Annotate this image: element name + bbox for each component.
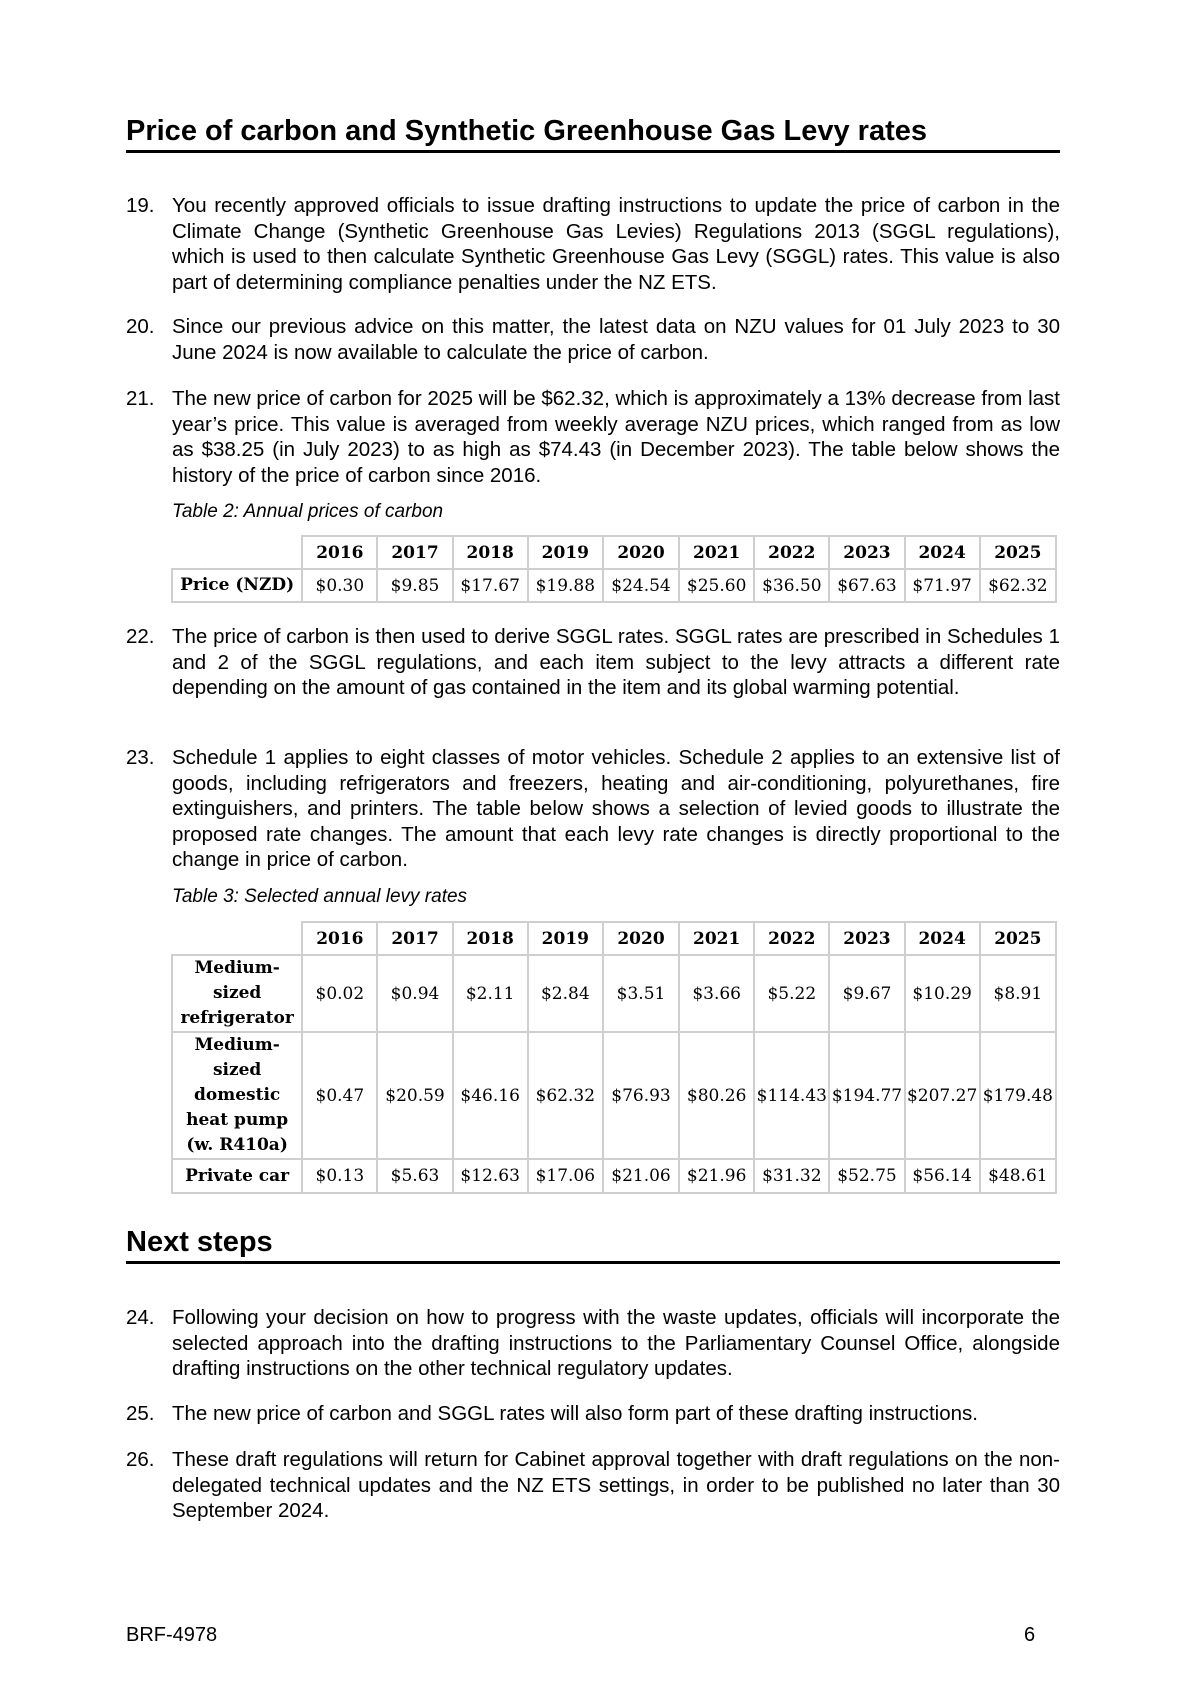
table-corner-cell (172, 922, 302, 955)
paragraph-text: The new price of carbon for 2025 will be $62.32, which is approximately a 13% decrease from last year’s price. This value is averaged from weekly average NZU prices, which ranged from as low as $38.25 (in July 2023) to as high as $74.43 (in December 2023). The table below shows the history of the price of carbon since 2016. (172, 387, 1060, 487)
paragraph-20 (126, 314, 1060, 365)
table-cell: $71.97 (905, 569, 980, 602)
table-cell: $52.75 (829, 1159, 904, 1193)
year-header: 2020 (603, 536, 679, 569)
year-header: 2023 (829, 922, 904, 955)
table-annual-prices-of-carbon (171, 535, 1057, 603)
year-header: 2020 (603, 922, 679, 955)
paragraph-23 (126, 745, 1060, 873)
paragraph-number: 25. (126, 1402, 155, 1425)
table-cell: $8.91 (980, 955, 1056, 1032)
year-header: 2021 (679, 922, 754, 955)
paragraph-number: 26. (126, 1448, 155, 1471)
paragraph-text: Following your decision on how to progress with the waste updates, officials will incorporate the selected approach into the drafting instructions to the Parliamentary Counsel Office, alongside drafting instructions on the other technical regulatory updates. (172, 1306, 1060, 1380)
table-cell: $0.02 (302, 955, 377, 1032)
year-header: 2019 (528, 922, 603, 955)
table-cell: $3.66 (679, 955, 754, 1032)
table-selected-annual-levy-rates (171, 921, 1057, 1194)
paragraph-number: 23. (126, 746, 155, 769)
section-heading-price-of-carbon: Price of carbon and Synthetic Greenhouse Gas Levy rates (126, 114, 1060, 153)
row-label: Medium-sized refrigerator (172, 955, 302, 1032)
year-header: 2024 (905, 922, 980, 955)
paragraph-text: Since our previous advice on this matter, the latest data on NZU values for 01 July 2023 to 30 June 2024 is now available to calculate the price of carbon. (172, 315, 1060, 364)
table-cell: $10.29 (905, 955, 980, 1032)
table-row (172, 1032, 1056, 1159)
table-row (172, 569, 1056, 602)
year-header: 2018 (453, 922, 528, 955)
year-header: 2017 (377, 922, 452, 955)
table-cell: $17.06 (528, 1159, 603, 1193)
table-cell: $21.96 (679, 1159, 754, 1193)
paragraph-21 (126, 386, 1060, 488)
table-row (172, 1159, 1056, 1193)
table-cell: $80.26 (679, 1032, 754, 1159)
year-header: 2016 (302, 536, 377, 569)
year-header: 2024 (905, 536, 980, 569)
table-cell: $24.54 (603, 569, 679, 602)
table-cell: $207.27 (905, 1032, 980, 1159)
table-cell: $9.85 (377, 569, 452, 602)
paragraph-24 (126, 1305, 1060, 1382)
table-cell: $19.88 (528, 569, 603, 602)
paragraph-text: These draft regulations will return for Cabinet approval together with draft regulations on the non-delegated technical updates and the NZ ETS settings, in order to be published no later than 30 September 2024. (172, 1448, 1060, 1522)
paragraph-text: The new price of carbon and SGGL rates will also form part of these drafting instructions. (172, 1402, 978, 1425)
year-header: 2016 (302, 922, 377, 955)
table-header-row (172, 536, 1056, 569)
paragraph-number: 21. (126, 387, 155, 410)
row-label: Price (NZD) (172, 569, 302, 602)
row-label: Private car (172, 1159, 302, 1193)
table-2-caption: Table 2: Annual prices of carbon (172, 501, 444, 522)
paragraph-text: The price of carbon is then used to derive SGGL rates. SGGL rates are prescribed in Schedules 1 and 2 of the SGGL regulations, and each item subject to the levy attracts a different rate depending on the amount of gas contained in the item and its global warming potential. (172, 625, 1060, 699)
table-cell: $21.06 (603, 1159, 679, 1193)
table-cell: $2.84 (528, 955, 603, 1032)
table-cell: $114.43 (754, 1032, 829, 1159)
table-cell: $194.77 (829, 1032, 904, 1159)
paragraph-26 (126, 1447, 1060, 1524)
paragraph-19 (126, 193, 1060, 295)
year-header: 2022 (754, 536, 829, 569)
year-header: 2025 (980, 536, 1056, 569)
year-header: 2025 (980, 922, 1056, 955)
paragraph-number: 20. (126, 315, 155, 338)
table-cell: $48.61 (980, 1159, 1056, 1193)
table-cell: $5.63 (377, 1159, 452, 1193)
table-cell: $9.67 (829, 955, 904, 1032)
table-cell: $179.48 (980, 1032, 1056, 1159)
table-cell: $56.14 (905, 1159, 980, 1193)
year-header: 2019 (528, 536, 603, 569)
table-cell: $62.32 (528, 1032, 603, 1159)
table-cell: $2.11 (453, 955, 528, 1032)
table-cell: $46.16 (453, 1032, 528, 1159)
table-cell: $76.93 (603, 1032, 679, 1159)
year-header: 2022 (754, 922, 829, 955)
paragraph-number: 19. (126, 194, 155, 217)
table-corner-cell (172, 536, 302, 569)
table-cell: $0.94 (377, 955, 452, 1032)
page-number: 6 (1024, 1624, 1036, 1646)
table-header-row (172, 922, 1056, 955)
table-cell: $31.32 (754, 1159, 829, 1193)
row-label: Medium-sized domestic heat pump (w. R410a) (172, 1032, 302, 1159)
table-cell: $67.63 (829, 569, 904, 602)
table-cell: $36.50 (754, 569, 829, 602)
table-cell: $0.47 (302, 1032, 377, 1159)
table-row (172, 955, 1056, 1032)
year-header: 2017 (377, 536, 452, 569)
table-3-caption: Table 3: Selected annual levy rates (172, 886, 468, 907)
paragraph-number: 22. (126, 625, 155, 648)
paragraph-22 (126, 624, 1060, 701)
table-cell: $17.67 (453, 569, 528, 602)
paragraph-text: Schedule 1 applies to eight classes of motor vehicles. Schedule 2 applies to an extensive list of goods, including refrigerators and freezers, heating and air-conditioning, polyurethanes, fire extinguishers, and printers. The table below shows a selection of levied goods to illustrate the proposed rate changes. The amount that each levy rate changes is directly proportional to the change in price of carbon. (172, 746, 1060, 871)
document-reference: BRF-4978 (126, 1624, 218, 1646)
paragraph-text: You recently approved officials to issue drafting instructions to update the price of carbon in the Climate Change (Synthetic Greenhouse Gas Levies) Regulations 2013 (SGGL regulations), which is used to then calculate Synthetic Greenhouse Gas Levy (SGGL) rates. This value is also part of determining compliance penalties under the NZ ETS. (172, 194, 1060, 294)
paragraph-number: 24. (126, 1306, 155, 1329)
table-cell: $12.63 (453, 1159, 528, 1193)
paragraph-25 (126, 1401, 1060, 1427)
year-header: 2021 (679, 536, 754, 569)
section-heading-next-steps: Next steps (126, 1225, 1060, 1264)
year-header: 2023 (829, 536, 904, 569)
table-cell: $25.60 (679, 569, 754, 602)
table-cell: $62.32 (980, 569, 1056, 602)
table-cell: $0.30 (302, 569, 377, 602)
table-cell: $5.22 (754, 955, 829, 1032)
table-cell: $3.51 (603, 955, 679, 1032)
year-header: 2018 (453, 536, 528, 569)
table-cell: $0.13 (302, 1159, 377, 1193)
table-cell: $20.59 (377, 1032, 452, 1159)
